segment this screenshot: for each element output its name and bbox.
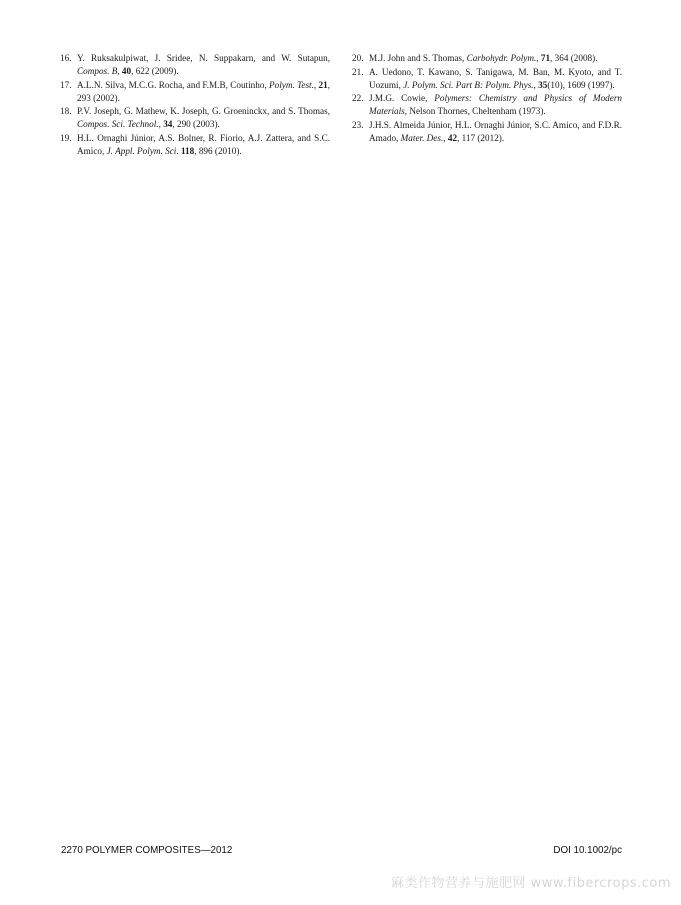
reference-volume: 21	[318, 79, 328, 90]
reference-text: A. Uedono, T. Kawano, S. Tanigawa, M. Ban, M. Kyoto, and T. Uozumi,	[369, 66, 622, 90]
reference-text: P.V. Joseph, G. Mathew, K. Joseph, G. Groeninckx, and S. Thomas,	[77, 106, 330, 116]
reference-number: 22.	[352, 93, 364, 103]
reference-number: 23.	[352, 119, 364, 130]
reference-text: ,	[158, 119, 164, 129]
reference-journal: Polymers: Chemistry and Physics of Modern Materials	[369, 93, 623, 116]
reference-number: 21.	[352, 66, 364, 77]
reference-journal: Mater. Des.	[400, 132, 444, 143]
reference-number: 20.	[352, 53, 364, 63]
reference-journal: Carbohydr. Polym.	[466, 53, 537, 63]
reference-volume: 34	[163, 119, 173, 129]
footer-doi: DOI 10.1002/pc	[553, 845, 622, 856]
reference-text: , 364 (2008).	[550, 53, 598, 63]
reference-text: A.L.N. Silva, M.C.G. Rocha, and F.M.B, Coutinho,	[77, 79, 270, 90]
reference-journal: Compos. Sci. Technol.	[77, 119, 159, 129]
reference-item	[60, 52, 330, 78]
reference-number: 16.	[60, 53, 72, 63]
reference-text: J.H.S. Almeida Júnior, H.L. Ornaghi Júnior, S.C. Amico, and F.D.R. Amado,	[369, 119, 622, 143]
reference-text: , Nelson Thornes, Cheltenham (1973).	[404, 106, 546, 116]
reference-item	[352, 66, 622, 92]
watermark: 麻类作物营养与施肥网 www.fibercrops.com	[390, 876, 671, 891]
reference-text: , 622 (2009).	[131, 66, 179, 76]
reference-text: , 290 (2003).	[172, 119, 220, 129]
reference-text: , 117 (2012).	[457, 132, 505, 143]
reference-item	[60, 132, 330, 158]
reference-journal: Polym. Test.	[269, 79, 314, 90]
reference-item	[60, 105, 330, 131]
reference-journal: J. Appl. Polym. Sci	[106, 145, 177, 156]
reference-volume: 42	[447, 132, 458, 143]
reference-text: .	[176, 145, 181, 156]
reference-number: 19.	[60, 132, 72, 143]
reference-item	[352, 92, 622, 118]
footer-page-journal: 2270 POLYMER COMPOSITES—2012	[61, 845, 233, 856]
reference-text: ,	[536, 53, 541, 63]
reference-journal: Compos. B	[77, 66, 118, 76]
reference-journal: J. Polym. Sci. Part B: Polym. Phys.	[403, 79, 534, 90]
reference-item	[352, 52, 622, 65]
reference-text: M.J. John and S. Thomas,	[369, 53, 467, 63]
reference-item	[60, 79, 330, 105]
reference-text: ,	[313, 79, 319, 90]
reference-volume: 40	[121, 66, 132, 76]
reference-number: 18.	[60, 106, 72, 116]
reference-volume: 35	[538, 79, 548, 90]
reference-text: ,	[443, 132, 448, 143]
references-left-column	[60, 52, 330, 158]
reference-text: Y. Ruksakulpiwat, J. Sridee, N. Suppakarn, and W. Sutapun,	[77, 53, 330, 63]
reference-volume: 118	[180, 145, 195, 156]
reference-volume: 71	[540, 53, 551, 63]
reference-text: (10), 1609 (1997).	[547, 79, 615, 90]
references-right-column	[352, 52, 622, 145]
reference-number: 17.	[60, 79, 72, 90]
reference-text: J.M.G. Cowie,	[369, 93, 435, 103]
reference-text: , 293 (2002).	[77, 79, 330, 103]
reference-text: ,	[533, 79, 539, 90]
reference-text: H.L. Ornaghi Júnior, A.S. Bolner, R. Fiorio, A.J. Zattera, and S.C. Amico,	[77, 132, 330, 156]
reference-item	[352, 119, 622, 145]
reference-text: ,	[117, 66, 122, 76]
reference-text: , 896 (2010).	[194, 145, 242, 156]
